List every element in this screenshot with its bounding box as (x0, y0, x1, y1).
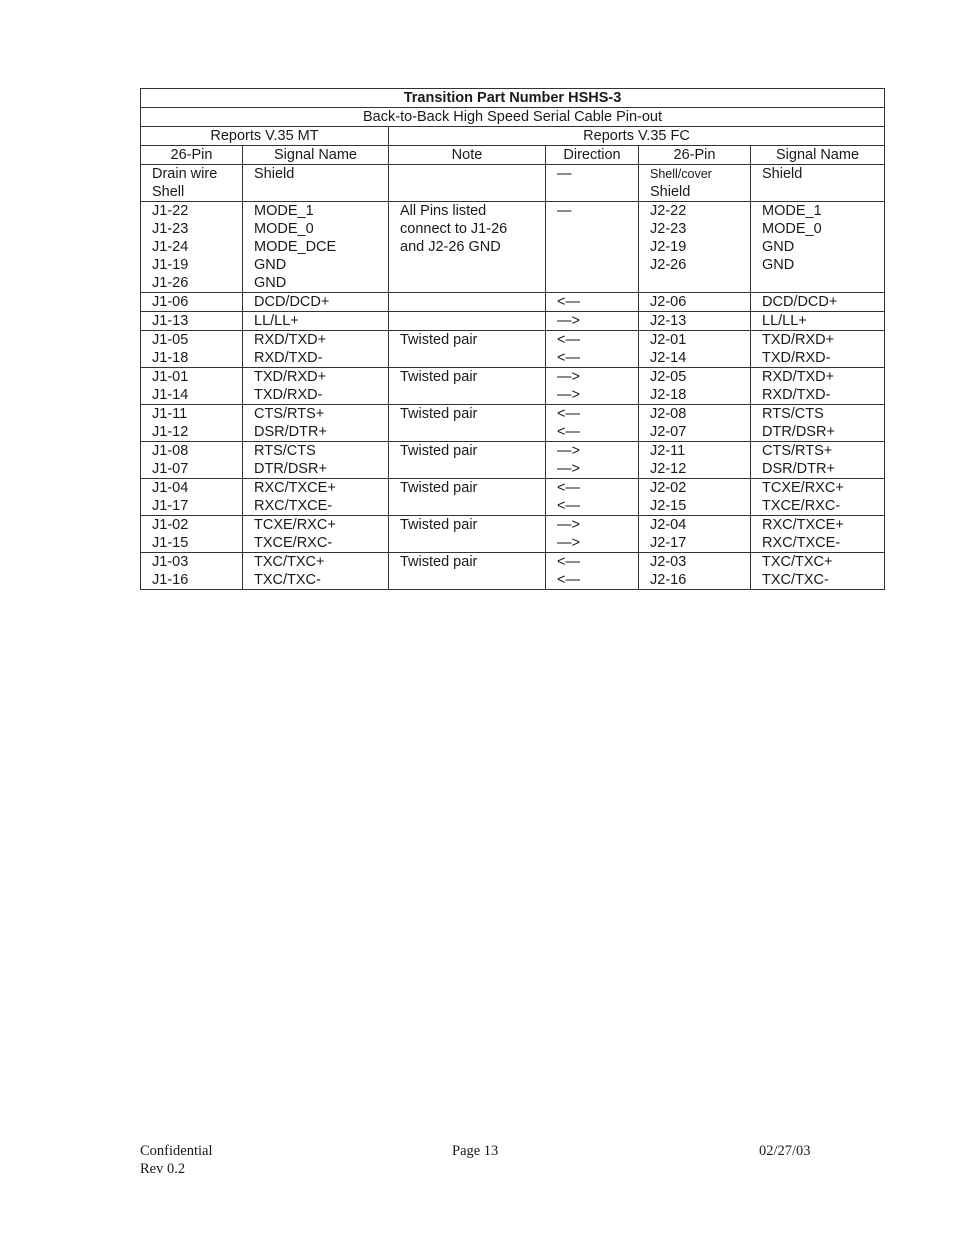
cell-line: TXCE/RXC- (762, 498, 841, 514)
cell-line: J1-03 (152, 554, 189, 570)
column-header-row (141, 146, 885, 165)
note-cell (389, 331, 546, 368)
signal-left-cell (243, 442, 389, 479)
cell-line: J2-04 (650, 517, 687, 533)
cell-line: J2-16 (650, 572, 687, 588)
cell-line: RXD/TXD- (254, 350, 323, 366)
cell-line: J1-06 (152, 294, 189, 310)
table-row (141, 293, 885, 312)
cell-line: RTS/CTS (254, 443, 316, 459)
table-row (141, 479, 885, 516)
cell-line: DSR/DTR+ (254, 424, 327, 440)
cell-line: Twisted pair (400, 554, 478, 570)
cell-line: <— (557, 332, 580, 348)
cell-line: J1-08 (152, 443, 189, 459)
cell-line: J2-13 (650, 313, 687, 329)
cell-line: DCD/DCD+ (762, 294, 838, 310)
direction-cell (546, 442, 639, 479)
cell-line: LL/LL+ (254, 313, 299, 329)
pin-left-cell (141, 331, 243, 368)
signal-right-cell (751, 516, 885, 553)
table-row (141, 516, 885, 553)
cell-line: J1-15 (152, 535, 189, 551)
cell-line: <— (557, 294, 580, 310)
note-cell (389, 516, 546, 553)
cell-line: —> (557, 517, 580, 533)
cell-line: <— (557, 572, 580, 588)
cell-line: TXD/RXD+ (254, 369, 327, 385)
cell-line: J1-18 (152, 350, 189, 366)
pin-right-cell (639, 293, 751, 312)
signal-left-cell (243, 553, 389, 590)
cell-line: RXC/TXCE+ (762, 517, 844, 533)
cell-line: TCXE/RXC+ (762, 480, 844, 496)
cell-line: GND (254, 275, 287, 291)
pinout-table (140, 88, 885, 590)
cell-line: Twisted pair (400, 443, 478, 459)
cell-line: MODE_1 (762, 203, 822, 219)
cell-line: J1-26 (152, 275, 189, 291)
cell-line: J1-02 (152, 517, 189, 533)
column-header-signal-right: Signal Name (751, 146, 885, 165)
cell-line: J2-19 (650, 239, 687, 255)
cell-line: TXD/RXD- (254, 387, 323, 403)
cell-line: MODE_0 (254, 221, 314, 237)
cell-line: J1-17 (152, 498, 189, 514)
note-cell (389, 312, 546, 331)
signal-right-cell (751, 368, 885, 405)
cell-line: J1-07 (152, 461, 189, 477)
cell-line: Drain wire (152, 166, 218, 182)
pin-left-cell (141, 312, 243, 331)
cell-line: —> (557, 443, 580, 459)
cell-line: connect to J1-26 (400, 221, 508, 237)
table-title-row (141, 89, 885, 108)
cell-line: CTS/RTS+ (762, 443, 833, 459)
signal-left-cell (243, 331, 389, 368)
pin-left-cell (141, 165, 243, 202)
cell-line: J1-13 (152, 313, 189, 329)
cell-line: Twisted pair (400, 332, 478, 348)
cell-line: Shield (254, 166, 295, 182)
note-cell (389, 442, 546, 479)
column-header-note: Note (389, 146, 546, 165)
pin-left-cell (141, 442, 243, 479)
signal-left-cell (243, 293, 389, 312)
cell-line: J1-14 (152, 387, 189, 403)
table-row (141, 368, 885, 405)
cell-line: TXCE/RXC- (254, 535, 333, 551)
note-cell (389, 368, 546, 405)
pin-right-cell (639, 368, 751, 405)
signal-left-cell (243, 202, 389, 293)
pin-right-cell (639, 405, 751, 442)
cell-line: MODE_DCE (254, 239, 337, 255)
signal-left-cell (243, 479, 389, 516)
note-cell (389, 479, 546, 516)
table-title: Transition Part Number HSHS-3 (141, 89, 885, 108)
cell-line: MODE_0 (762, 221, 822, 237)
cell-line: J2-01 (650, 332, 687, 348)
note-cell (389, 553, 546, 590)
table-subtitle-row (141, 108, 885, 127)
cell-line: RXC/TXCE- (254, 498, 333, 514)
pin-right-cell (639, 479, 751, 516)
cell-line: J1-16 (152, 572, 189, 588)
direction-cell (546, 405, 639, 442)
footer-date: 02/27/03 (759, 1143, 811, 1159)
cell-line: —> (557, 313, 580, 329)
column-header-pin-left: 26-Pin (141, 146, 243, 165)
signal-right-cell (751, 312, 885, 331)
pin-left-cell (141, 202, 243, 293)
cell-line: RXD/TXD- (762, 387, 831, 403)
cell-line: <— (557, 350, 580, 366)
cell-line: Shield (650, 184, 691, 200)
pin-left-cell (141, 479, 243, 516)
cell-line: J1-05 (152, 332, 189, 348)
cell-line: DSR/DTR+ (762, 461, 835, 477)
pin-left-cell (141, 516, 243, 553)
signal-left-cell (243, 165, 389, 202)
cell-line: Twisted pair (400, 369, 478, 385)
cell-line: <— (557, 554, 580, 570)
pin-right-cell (639, 553, 751, 590)
cell-line: <— (557, 424, 580, 440)
table-row (141, 165, 885, 202)
cell-line: RXD/TXD+ (762, 369, 835, 385)
note-cell (389, 405, 546, 442)
table-row (141, 553, 885, 590)
group-header-row (141, 127, 885, 146)
cell-line: Shell (152, 184, 185, 200)
direction-cell (546, 165, 639, 202)
note-cell (389, 202, 546, 293)
signal-right-cell (751, 553, 885, 590)
cell-line: GND (762, 239, 795, 255)
cell-line: RXC/TXCE+ (254, 480, 336, 496)
direction-cell (546, 516, 639, 553)
cell-line: J2-17 (650, 535, 687, 551)
cell-line: Twisted pair (400, 480, 478, 496)
signal-left-cell (243, 405, 389, 442)
direction-cell (546, 479, 639, 516)
pin-right-cell (639, 165, 751, 202)
signal-right-cell (751, 479, 885, 516)
signal-right-cell (751, 405, 885, 442)
cell-line: J1-23 (152, 221, 189, 237)
note-cell (389, 293, 546, 312)
column-header-direction: Direction (546, 146, 639, 165)
pin-right-cell (639, 312, 751, 331)
cell-line: J1-24 (152, 239, 189, 255)
cell-line: <— (557, 498, 580, 514)
cell-line: RXC/TXCE- (762, 535, 841, 551)
pin-right-cell (639, 442, 751, 479)
signal-right-cell (751, 165, 885, 202)
cell-line: TCXE/RXC+ (254, 517, 336, 533)
table-row (141, 331, 885, 368)
pin-right-cell (639, 331, 751, 368)
signal-right-cell (751, 331, 885, 368)
direction-cell (546, 553, 639, 590)
cell-line: LL/LL+ (762, 313, 807, 329)
cell-line: J2-05 (650, 369, 687, 385)
cell-line: —> (557, 461, 580, 477)
table-row (141, 202, 885, 293)
cell-line: — (557, 203, 572, 219)
direction-cell (546, 331, 639, 368)
cell-line: J2-03 (650, 554, 687, 570)
cell-line: Shell/cover (650, 167, 712, 181)
group-left-header: Reports V.35 MT (141, 127, 389, 146)
signal-left-cell (243, 312, 389, 331)
pin-left-cell (141, 553, 243, 590)
cell-line: TXD/RXD- (762, 350, 831, 366)
table-subtitle: Back-to-Back High Speed Serial Cable Pin-out (141, 108, 885, 127)
cell-line: GND (762, 257, 795, 273)
column-header-signal-left: Signal Name (243, 146, 389, 165)
cell-line: J2-06 (650, 294, 687, 310)
cell-line: J2-23 (650, 221, 687, 237)
cell-line: GND (254, 257, 287, 273)
column-header-pin-right: 26-Pin (639, 146, 751, 165)
cell-line: J1-11 (152, 406, 188, 422)
cell-line: TXD/RXD+ (762, 332, 835, 348)
direction-cell (546, 312, 639, 331)
cell-line: All Pins listed (400, 203, 487, 219)
cell-line: DTR/DSR+ (254, 461, 327, 477)
cell-line: J1-22 (152, 203, 189, 219)
cell-line: <— (557, 406, 580, 422)
pin-right-cell (639, 202, 751, 293)
footer-page-number: Page 13 (452, 1143, 499, 1159)
cell-line: J1-01 (152, 369, 189, 385)
cell-line: Shield (762, 166, 803, 182)
signal-left-cell (243, 368, 389, 405)
cell-line: J2-08 (650, 406, 687, 422)
cell-line: MODE_1 (254, 203, 314, 219)
cell-line: J2-02 (650, 480, 687, 496)
cell-line: J2-11 (650, 443, 686, 459)
cell-line: and J2-26 GND (400, 239, 501, 255)
footer-revision: Rev 0.2 (140, 1161, 186, 1177)
signal-right-cell (751, 293, 885, 312)
cell-line: Twisted pair (400, 406, 478, 422)
cell-line: DTR/DSR+ (762, 424, 835, 440)
note-cell (389, 165, 546, 202)
table-row (141, 405, 885, 442)
pin-left-cell (141, 368, 243, 405)
cell-line: —> (557, 535, 580, 551)
footer-left (140, 1142, 213, 1178)
cell-line: —> (557, 369, 580, 385)
cell-line: TXC/TXC- (762, 572, 829, 588)
cell-line: TXC/TXC+ (254, 554, 325, 570)
cell-line: J2-14 (650, 350, 687, 366)
group-right-header: Reports V.35 FC (389, 127, 885, 146)
direction-cell (546, 202, 639, 293)
cell-line: RTS/CTS (762, 406, 824, 422)
direction-cell (546, 368, 639, 405)
signal-left-cell (243, 516, 389, 553)
footer-confidential: Confidential (140, 1143, 213, 1159)
cell-line: Twisted pair (400, 517, 478, 533)
cell-line: J1-04 (152, 480, 189, 496)
direction-cell (546, 293, 639, 312)
signal-right-cell (751, 202, 885, 293)
cell-line: TXC/TXC+ (762, 554, 833, 570)
signal-right-cell (751, 442, 885, 479)
table-row (141, 312, 885, 331)
cell-line: J2-18 (650, 387, 687, 403)
cell-line: J2-22 (650, 203, 687, 219)
pin-left-cell (141, 405, 243, 442)
cell-line: J2-12 (650, 461, 687, 477)
cell-line: J1-19 (152, 257, 189, 273)
cell-line: DCD/DCD+ (254, 294, 330, 310)
cell-line: — (557, 166, 572, 182)
pin-right-cell (639, 516, 751, 553)
cell-line: J1-12 (152, 424, 189, 440)
cell-line: TXC/TXC- (254, 572, 321, 588)
cell-line: J2-07 (650, 424, 687, 440)
table-row (141, 442, 885, 479)
cell-line: RXD/TXD+ (254, 332, 327, 348)
cell-line: J2-15 (650, 498, 687, 514)
cell-line: CTS/RTS+ (254, 406, 325, 422)
pin-left-cell (141, 293, 243, 312)
cell-line: <— (557, 480, 580, 496)
cell-line: J2-26 (650, 257, 687, 273)
cell-line: —> (557, 387, 580, 403)
